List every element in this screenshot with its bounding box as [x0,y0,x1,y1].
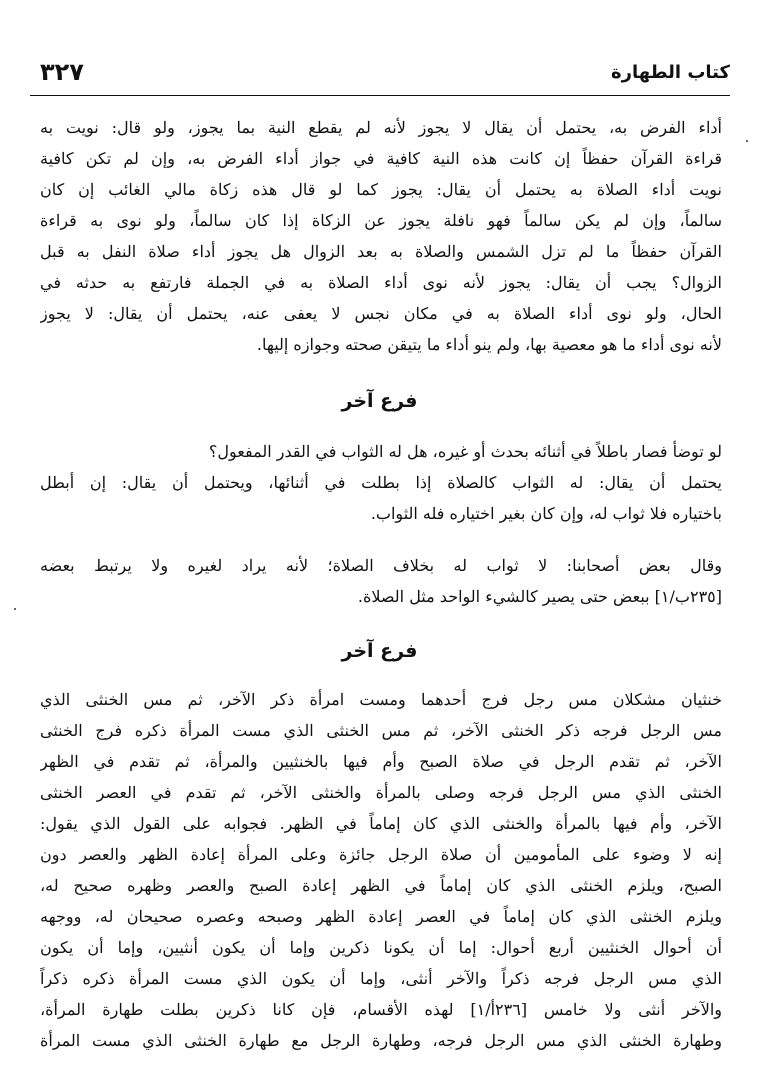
text-line: خنثيان مشكلان مس رجل فرج أحدهما ومست امرأة ذكر الآخر، ثم مس الخنثى الذي [40,690,722,709]
text-line: الآخر، وأم فيها بالمرأة والخنثى الذي كان إماماً في الظهر. فجوابه على القول الذي يقول: [40,814,722,833]
text-line: الآخر، ثم تقدم الرجل في صلاة الصبح وأم فيها بالخنثيين والمرأة، ثم تقدم في الظهر [40,752,722,771]
scan-speck [14,608,16,610]
section-heading: فرع آخر [341,640,418,662]
text-line: وقال بعض أصحابنا: لا ثواب له بخلاف الصلاة؛ لأنه يراد لغيره ولا يرتبط بعضه [40,556,722,575]
text-line: أداء الفرض به، يحتمل أن يقال لا يجوز لأنه لم يقطع النية بما يجوز، ولو قال: نويت به [40,118,722,137]
text-line: الخنثى الذي مس الرجل فرجه وصلى بالمرأة والخنثى الآخر، ثم تقدم في العصر الخنثى [40,783,722,802]
page-header [30,58,730,94]
text-line: يحتمل أن يقال: له الثواب كالصلاة إذا بطلت في أثنائها، ويحتمل أن يقال: إن أبطل [40,473,722,492]
text-line: والآخر أنثى ولا خامس [٢٣٦أ/١] لهذه الأقسام، فإن كانا ذكرين بطلت طهارة المرأة، [40,1000,722,1019]
text-line: نويت أداء الصلاة به يحتمل أن يقال: يجوز كما لو قال هذه زكاة مالي الغائب إن كان [40,180,722,199]
text-line: سالماً، وإن لم يكن سالماً فهو نافلة يجوز عن الزكاة إذا كان سالماً، ولو نوى به قراءة [40,211,722,230]
text-line: أن أحوال الخنثيين أربع أحوال: إما أن يكونا ذكرين وإما أن يكون أنثيين، وإما أن يكون [40,938,722,957]
text-line: لأنه نوى أداء ما هو معصية بها، ولم ينو أداء ما يتيقن صحته وجوازه إليها. [256,335,722,354]
text-line: الذي مس الرجل فرجه ذكراً والآخر أنثى، وإما أن يكون الذي مست المرأة ذكره ذكراً [40,969,722,988]
text-line: قراءة القرآن حفظاً إن كانت هذه النية كافية في جواز أداء الفرض به، وإن لم تكن كافية [40,149,722,168]
text-line: الحال، ولو نوى أداء الصلاة به في مكان نجس لا يعفى عنه، يحتمل أن يقال: لا يجوز [40,304,722,323]
page-number: ٣٢٧ [40,58,84,86]
text-line: إنه لا وضوء على المأمومين أن صلاة الرجل جائزة وعلى المرأة إعادة الظهر والعصر دون [40,845,722,864]
text-line: الزوال؟ يجب أن يقال: يجوز لأنه نوى أداء الصلاة به في الجملة فارتفع به حدثه في [40,273,722,292]
text-line: مس الرجل فرجه ذكر الخنثى الآخر، ثم مس الخنثى الذي مست المرأة ذكره فرج الخنثى [40,721,722,740]
text-line: القرآن حفظاً ما لم تزل الشمس والصلاة به بعد الزوال هل يجوز أداء صلاة النفل به قبل [40,242,722,261]
header-rule [30,95,730,96]
scan-speck [746,140,748,142]
text-line: لو توضأ فصار باطلاً في أثنائه بحدث أو غيره، هل له الثواب في القدر المفعول؟ [208,442,722,461]
section-heading: فرع آخر [341,390,418,412]
text-line: وطهارة الخنثى الذي مس الرجل فرجه، وطهارة الرجل مع طهارة الخنثى الذي مست المرأة [40,1031,722,1050]
text-line: [٢٣٥ب/١] ببعض حتى يصير كالشيء الواحد مثل الصلاة. [357,587,722,606]
book-title: كتاب الطهارة [610,62,730,83]
text-line: باختياره فلا ثواب له، وإن كان بغير اختياره فله الثواب. [370,504,722,523]
text-line: الصبح، ويلزم الخنثى الذي كان إماماً في الظهر إعادة الصبح والعصر وظهره صحيح له، [40,876,722,895]
text-line: ويلزم الخنثى الذي كان إماماً في العصر إعادة الظهر وصبحه وعصره صحيحان له، ووجهه [40,907,722,926]
